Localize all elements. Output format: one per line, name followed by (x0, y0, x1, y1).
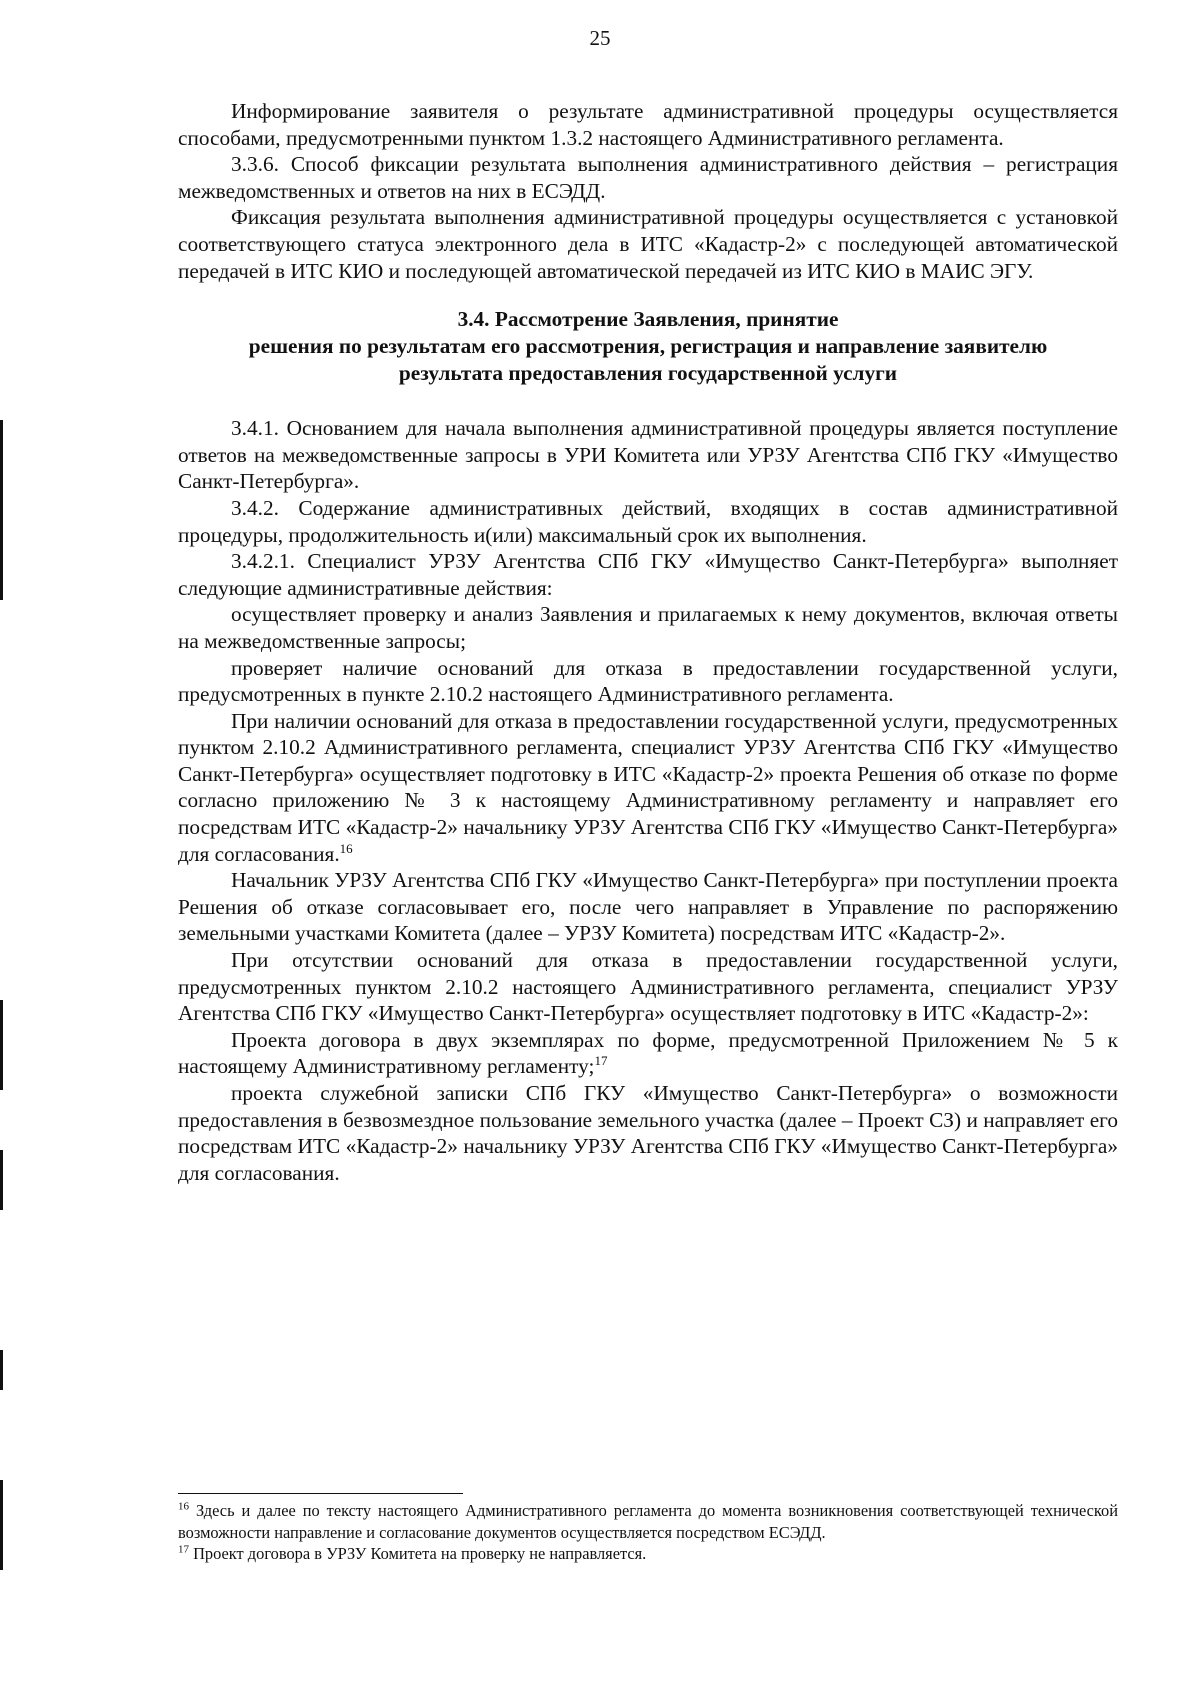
scan-edge-mark (0, 1350, 3, 1390)
paragraph: 3.4.2.1. Специалист УРЗУ Агентства СПб ГКУ «Имущество Санкт-Петербурга» выполняет следующие административные действия: (178, 549, 1118, 600)
footnote-ref[interactable]: 16 (339, 840, 353, 856)
section-heading-line: 3.4. Рассмотрение Заявления, принятие (457, 307, 839, 332)
paragraph: Информирование заявителя о результате административной процедуры осуществляется способами, предусмотренными пунктом 1.3.2 настоящего Административного регламента. (178, 99, 1118, 150)
paragraph: 3.4.2. Содержание административных действий, входящих в состав административной процедуры, продолжительность и(или) максимальный срок их выполнения. (178, 495, 1118, 547)
section-heading (178, 306, 1118, 387)
paragraph: Фиксация результата выполнения административной процедуры осуществляется с установкой соответствующего статуса электронного дела в ИТС «Кадастр-2» с последующей автоматической передачей в ИТС КИО и последующей автоматической передачей из ИТС КИО в МАИС ЭГУ. (178, 205, 1118, 283)
footnote (178, 1500, 1118, 1543)
scan-edge-mark (0, 1480, 3, 1570)
paragraph: осуществляет проверку и анализ Заявления и прилагаемых к нему документов, включая ответы на межведомственные запросы; (178, 602, 1118, 653)
paragraph-text: При наличии оснований для отказа в предоставлении государственной услуги, предусмотренных пунктом 2.10.2 Административного регламента, специалист УРЗУ Агентства СПб ГКУ «Имущество Санкт-Петербурга» осуществляет подготовку в ИТС «Кадастр-2» проекта Решения об отказе по форме согласно приложению № 3 к настоящему Административному регламенту и направляет его посредствам ИТС «Кадастр-2» начальнику УРЗУ Агентства СПб ГКУ «Имущество Санкт-Петербурга» для согласования. (178, 708, 1118, 866)
paragraph-with-footnote (178, 708, 1118, 868)
paragraph: проверяет наличие оснований для отказа в предоставлении государственной услуги, предусмотренных в пункте 2.10.2 настоящего Административного регламента. (178, 655, 1118, 707)
paragraph-with-footnote (178, 1027, 1118, 1080)
footnote-number: 17 (178, 1543, 189, 1556)
page-number: 25 (589, 26, 611, 50)
footnote-ref[interactable]: 17 (594, 1053, 608, 1069)
paragraph: 3.3.6. Способ фиксации результата выполнения административного действия – регистрация межведомственных и ответов на них в ЕСЭДД. (178, 152, 1118, 203)
scan-edge-mark (0, 420, 3, 600)
section-heading-line: результата предоставления государственной услуги (398, 361, 898, 386)
paragraph: Начальник УРЗУ Агентства СПб ГКУ «Имущество Санкт-Петербурга» при поступлении проекта Решения об отказе согласовывает его, после чего направляет в Управление по распоряжению земельными участками Комитета (далее – УРЗУ Комитета) посредствам ИТС «Кадастр-2». (178, 868, 1118, 946)
footnotes (178, 1500, 1118, 1565)
scan-edge-mark (0, 1150, 3, 1210)
scan-edge-mark (0, 1000, 3, 1090)
section-heading-line: решения по результатам его рассмотрения, регистрация и направление заявителю (248, 334, 1048, 359)
footnote-number: 16 (178, 1500, 189, 1513)
paragraph-text: Проекта договора в двух экземплярах по форме, предусмотренной Приложением № 5 к настоящему Административному регламенту; (178, 1027, 1118, 1079)
footnote-text: Проект договора в УРЗУ Комитета на проверку не направляется. (189, 1544, 647, 1563)
paragraph: При отсутствии оснований для отказа в предоставлении государственной услуги, предусмотренных пунктом 2.10.2 настоящего Административного регламента, специалист УРЗУ Агентства СПб ГКУ «Имущество Санкт-Петербурга» осуществляет подготовку в ИТС «Кадастр-2»: (178, 948, 1118, 1026)
paragraph: 3.4.1. Основанием для начала выполнения административной процедуры является поступление ответов на межведомственные запросы в УРИ Комитета или УРЗУ Агентства СПб ГКУ «Имущество Санкт-Петербурга». (178, 416, 1118, 494)
footnote-separator (178, 1493, 463, 1494)
footnote (178, 1543, 1118, 1565)
footnote-text: Здесь и далее по тексту настоящего Административного регламента до момента возникновения соответствующей технической возможности направление и согласование документов осуществляется посредством ЕСЭДД. (178, 1501, 1118, 1542)
document-body (178, 98, 1118, 1186)
paragraph: проекта служебной записки СПб ГКУ «Имущество Санкт-Петербурга» о возможности предоставления в безвозмездное пользование земельного участка (далее – Проект СЗ) и направляет его посредствам ИТС «Кадастр-2» начальнику УРЗУ Агентства СПб ГКУ «Имущество Санкт-Петербурга» для согласования. (178, 1081, 1118, 1185)
